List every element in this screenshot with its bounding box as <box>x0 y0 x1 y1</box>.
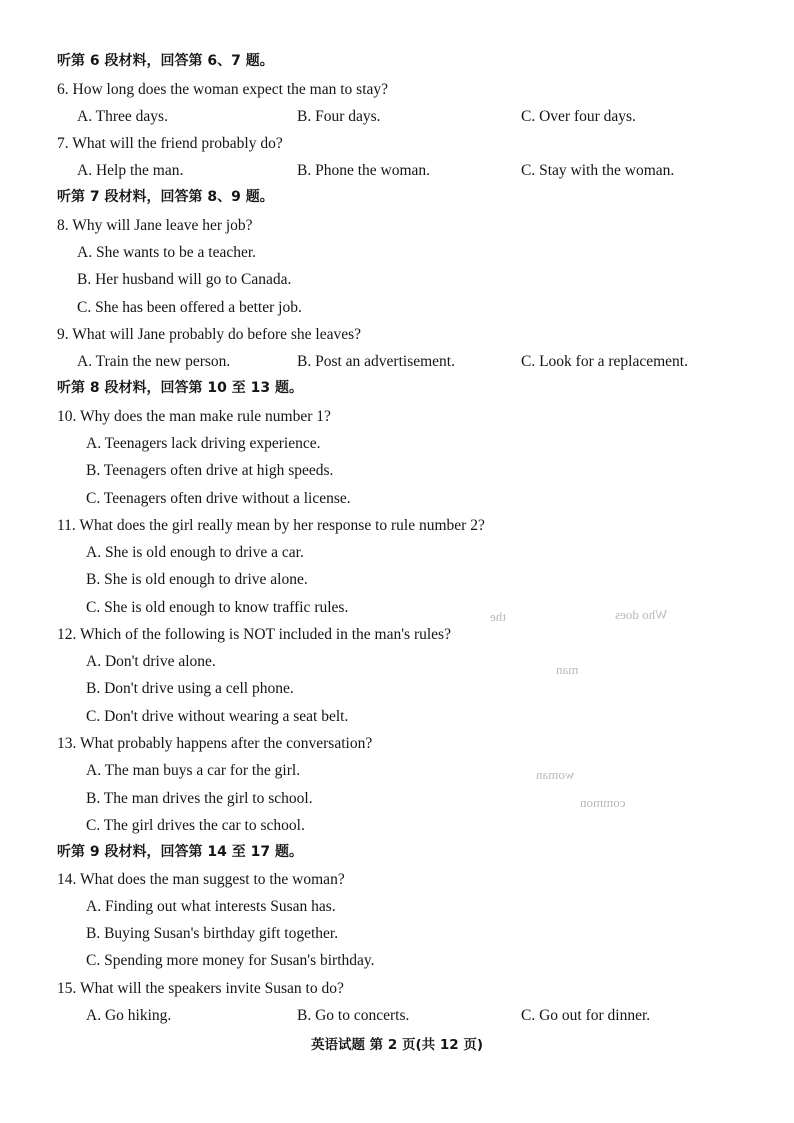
section-heading <box>0 48 794 75</box>
bleed-through-text: woman <box>536 767 575 782</box>
question-10-option-a <box>0 430 794 457</box>
option-c: C. She is old enough to know traffic rules. <box>86 599 349 616</box>
question-14 <box>0 866 794 893</box>
option-c: C. Stay with the woman. <box>521 162 675 179</box>
option-a: A. She wants to be a teacher. <box>77 244 257 261</box>
question-12-option-a <box>0 648 794 675</box>
bleed-through-text: Who does <box>615 607 668 622</box>
option-a: A. Help the man. <box>77 162 184 179</box>
question-14-stem: 14. What does the man suggest to the woman? <box>57 871 345 888</box>
section-heading <box>0 375 794 402</box>
question-12-stem: 12. Which of the following is NOT included in the man's rules? <box>57 626 451 643</box>
section-7-instruction: 听第 7 段材料，回答第 8、9 题。 <box>57 189 274 205</box>
question-6-stem: 6. How long does the woman expect the man to stay? <box>57 81 389 98</box>
bleed-through-text: common <box>580 795 626 810</box>
question-14-option-b <box>0 920 794 947</box>
question-14-option-a <box>0 893 794 920</box>
option-b: B. Buying Susan's birthday gift together. <box>86 925 339 942</box>
question-15 <box>0 975 794 1002</box>
page-footer: 英语试题 第 2 页(共 12 页) <box>310 1037 484 1053</box>
question-7-stem: 7. What will the friend probably do? <box>57 135 283 152</box>
option-a: A. Teenagers lack driving experience. <box>86 435 321 452</box>
option-b: B. Post an advertisement. <box>297 353 455 370</box>
question-12 <box>0 621 794 648</box>
option-a: A. Finding out what interests Susan has. <box>86 898 336 915</box>
question-9 <box>0 321 794 348</box>
option-b: B. Teenagers often drive at high speeds. <box>86 462 334 479</box>
option-b: B. Her husband will go to Canada. <box>77 271 292 288</box>
question-8-option-c <box>0 294 794 321</box>
section-8-instruction: 听第 8 段材料，回答第 10 至 13 题。 <box>57 380 303 396</box>
section-9-instruction: 听第 9 段材料，回答第 14 至 17 题。 <box>57 844 303 860</box>
question-11-option-a <box>0 539 794 566</box>
question-6 <box>0 76 794 103</box>
section-6-instruction: 听第 6 段材料，回答第 6、7 题。 <box>57 53 274 69</box>
question-11 <box>0 512 794 539</box>
bleed-through-text: the <box>490 609 506 624</box>
option-c: C. She has been offered a better job. <box>77 299 302 316</box>
question-15-stem: 15. What will the speakers invite Susan to do? <box>57 980 344 997</box>
section-heading <box>0 184 794 211</box>
question-10 <box>0 403 794 430</box>
question-13-stem: 13. What probably happens after the conversation? <box>57 735 373 752</box>
option-b: B. Four days. <box>297 108 381 125</box>
question-12-option-c <box>0 703 794 730</box>
option-a: A. The man buys a car for the girl. <box>86 762 301 779</box>
question-15-options <box>0 1002 794 1029</box>
section-heading <box>0 839 794 866</box>
option-a: A. Train the new person. <box>77 353 231 370</box>
bleed-through-text: man <box>556 662 579 677</box>
question-8 <box>0 212 794 239</box>
question-10-option-c <box>0 485 794 512</box>
option-b: B. Phone the woman. <box>297 162 431 179</box>
question-13-option-c <box>0 812 794 839</box>
question-12-option-b <box>0 675 794 702</box>
option-c: C. Teenagers often drive without a license. <box>86 490 351 507</box>
option-c: C. Spending more money for Susan's birthday. <box>86 952 375 969</box>
question-7 <box>0 130 794 157</box>
option-c: C. The girl drives the car to school. <box>86 817 305 834</box>
question-13-option-b <box>0 785 794 812</box>
option-b: B. Go to concerts. <box>297 1007 410 1024</box>
option-b: B. She is old enough to drive alone. <box>86 571 308 588</box>
question-13 <box>0 730 794 757</box>
option-a: A. Three days. <box>77 108 168 125</box>
question-11-option-b <box>0 566 794 593</box>
question-7-options <box>0 157 794 184</box>
option-c: C. Over four days. <box>521 108 636 125</box>
question-9-options <box>0 348 794 375</box>
option-a: A. Don't drive alone. <box>86 653 216 670</box>
option-b: B. Don't drive using a cell phone. <box>86 680 294 697</box>
question-10-stem: 10. Why does the man make rule number 1? <box>57 408 331 425</box>
question-13-option-a <box>0 757 794 784</box>
question-10-option-b <box>0 457 794 484</box>
option-c: C. Don't drive without wearing a seat belt. <box>86 708 349 725</box>
option-c: C. Look for a replacement. <box>521 353 688 370</box>
question-8-stem: 8. Why will Jane leave her job? <box>57 217 253 234</box>
question-11-stem: 11. What does the girl really mean by her response to rule number 2? <box>57 517 485 534</box>
option-a: A. She is old enough to drive a car. <box>86 544 304 561</box>
question-9-stem: 9. What will Jane probably do before she leaves? <box>57 326 362 343</box>
option-a: A. Go hiking. <box>86 1007 172 1024</box>
question-14-option-c <box>0 947 794 974</box>
option-c: C. Go out for dinner. <box>521 1007 651 1024</box>
question-8-option-a <box>0 239 794 266</box>
question-6-options <box>0 103 794 130</box>
question-11-option-c <box>0 594 794 621</box>
option-b: B. The man drives the girl to school. <box>86 790 313 807</box>
question-8-option-b <box>0 266 794 293</box>
